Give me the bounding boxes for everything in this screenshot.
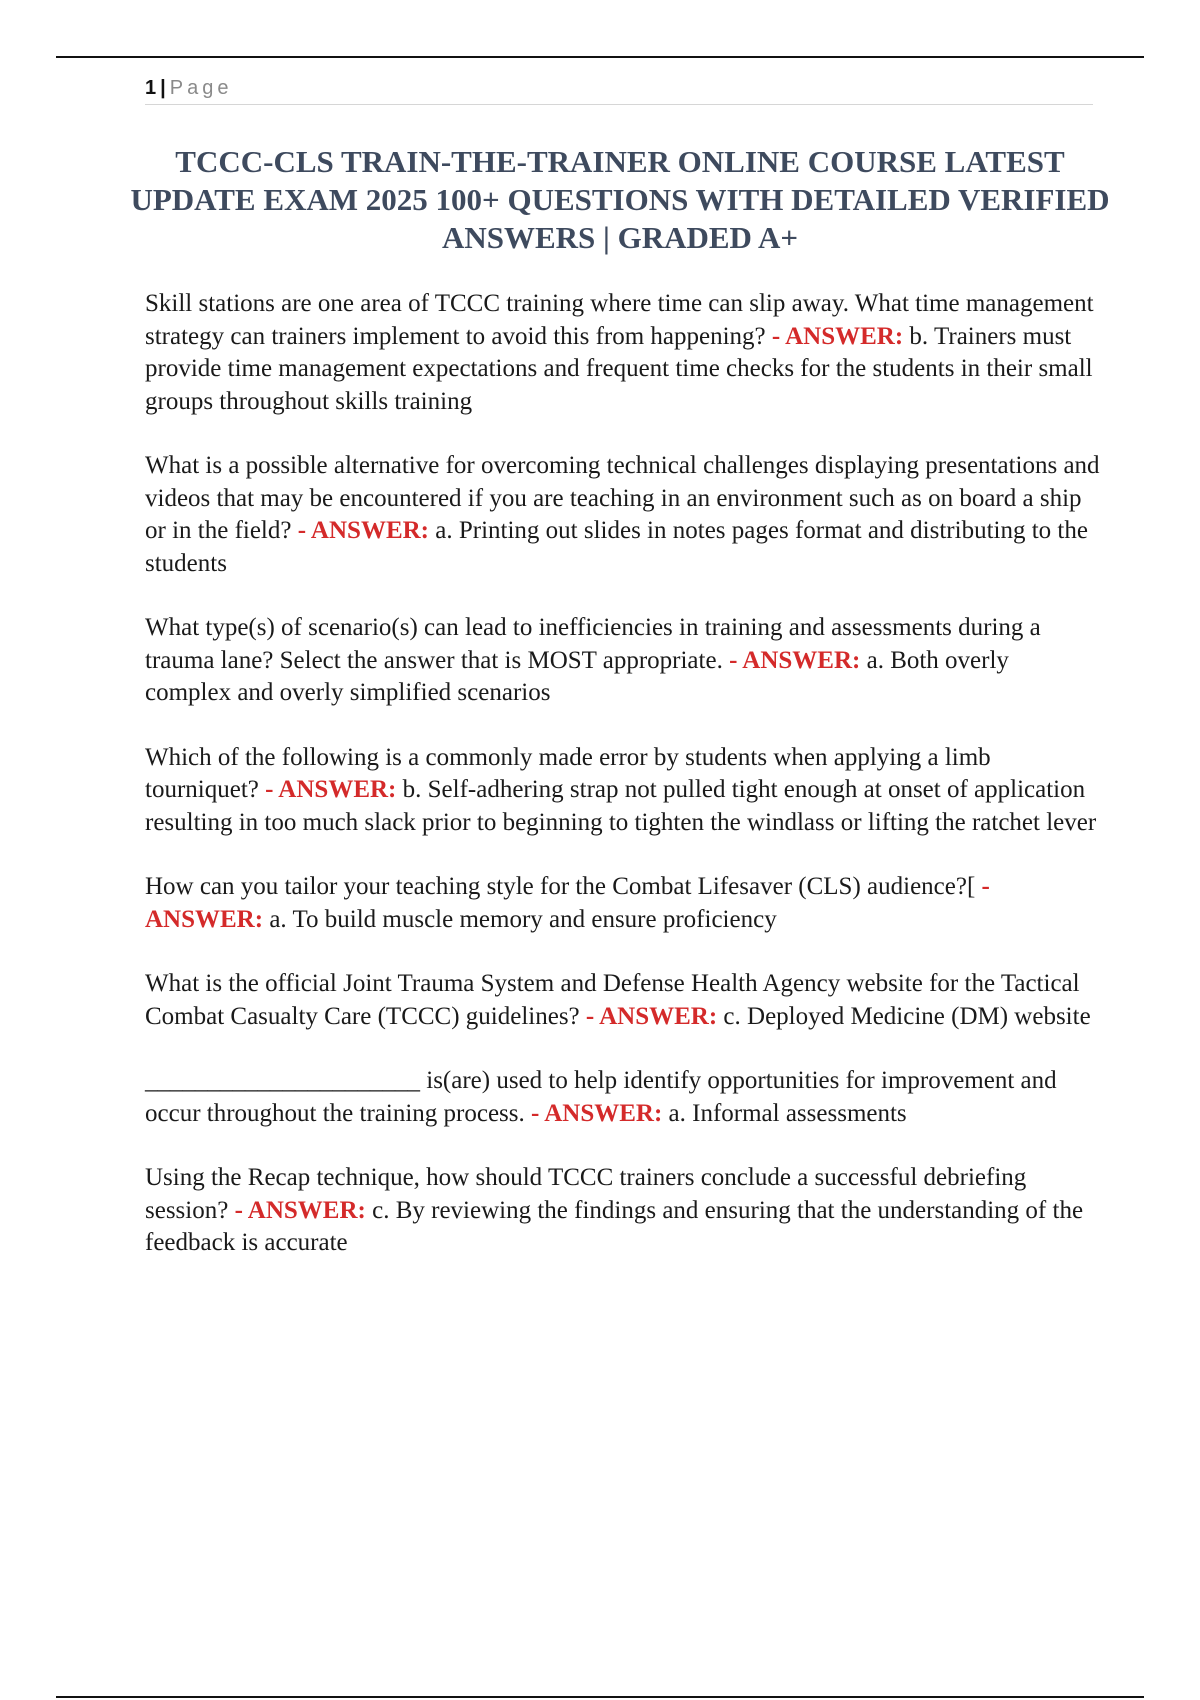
qa-item-8 xyxy=(145,1162,1100,1260)
qa-item-6 xyxy=(145,968,1100,1033)
answer-label: - ANSWER: xyxy=(234,1196,366,1224)
qa-item-1 xyxy=(145,288,1100,418)
answer-text: a. Both overly complex and overly simplified scenarios xyxy=(145,646,1009,706)
question-text: Using the Recap technique, how should TCCC trainers conclude a successful debriefing session? xyxy=(145,1164,1027,1224)
bottom-rule xyxy=(56,1696,1144,1698)
answer-label: - ANSWER: xyxy=(729,646,861,674)
qa-item-5 xyxy=(145,871,1100,936)
answer-label: - ANSWER: xyxy=(297,517,429,544)
answer-label: - ANSWER: xyxy=(145,873,990,933)
document-title: TCCC-CLS TRAIN-THE-TRAINER ONLINE COURSE LATEST UPDATE EXAM 2025 100+ QUESTIONS WITH DETAILED VERIFIED ANSWERS | GRADED A+ xyxy=(130,144,1110,255)
answer-label: - ANSWER: xyxy=(531,1099,663,1127)
answer-text: c. Deployed Medicine (DM) website xyxy=(723,1002,1091,1030)
page-number: 1 xyxy=(145,77,157,99)
answer-text: c. By reviewing the findings and ensuring that the understanding of the feedback is accurate xyxy=(145,1196,1084,1256)
question-text: Skill stations are one area of TCCC training where time can slip away. What time management strategy can trainers implement to avoid this from happening? xyxy=(145,290,1094,350)
answer-text: a. Printing out slides in notes pages format and distributing to the students xyxy=(145,517,1088,577)
question-text: What type(s) of scenario(s) can lead to inefficiencies in training and assessments during a trauma lane? Select the answer that is MOST appropriate. xyxy=(145,614,1041,674)
answer-text: b. Self-adhering strap not pulled tight enough at onset of application resulting in too much slack prior to beginning to tighten the windlass or lifting the ratchet lever xyxy=(145,776,1097,836)
answer-text: a. To build muscle memory and ensure proficiency xyxy=(269,905,777,933)
page-header xyxy=(145,74,1093,105)
qa-item-7 xyxy=(145,1065,1100,1130)
question-text: What is a possible alternative for overcoming technical challenges displaying presentations and videos that may be encountered if you are teaching in an environment such as on board a ship or in the field? xyxy=(145,452,1100,544)
question-text: How can you tailor your teaching style for the Combat Lifesaver (CLS) audience?[ xyxy=(145,873,976,900)
qa-item-2 xyxy=(145,450,1100,580)
question-text: ______________________ is(are) used to help identify opportunities for improvement and occur throughout the training process. xyxy=(145,1067,1057,1127)
page-word: Page xyxy=(169,77,233,99)
answer-text: b. Trainers must provide time management expectations and frequent time checks for the students in their small groups throughout skills training xyxy=(145,322,1093,415)
question-text: What is the official Joint Trauma System and Defense Health Agency website for the Tactical Combat Casualty Care (TCCC) guidelines? xyxy=(145,970,1080,1030)
answer-label: - ANSWER: xyxy=(771,322,904,350)
answer-label: - ANSWER: xyxy=(585,1002,718,1030)
qa-list xyxy=(145,288,1100,1292)
qa-item-4 xyxy=(145,742,1100,840)
answer-text: a. Informal assessments xyxy=(668,1099,907,1127)
answer-label: - ANSWER: xyxy=(265,776,397,803)
top-rule xyxy=(56,56,1144,58)
question-text: Which of the following is a commonly made error by students when applying a limb tourniquet? xyxy=(145,743,991,803)
page-separator: | xyxy=(160,77,166,99)
qa-item-3 xyxy=(145,612,1100,710)
